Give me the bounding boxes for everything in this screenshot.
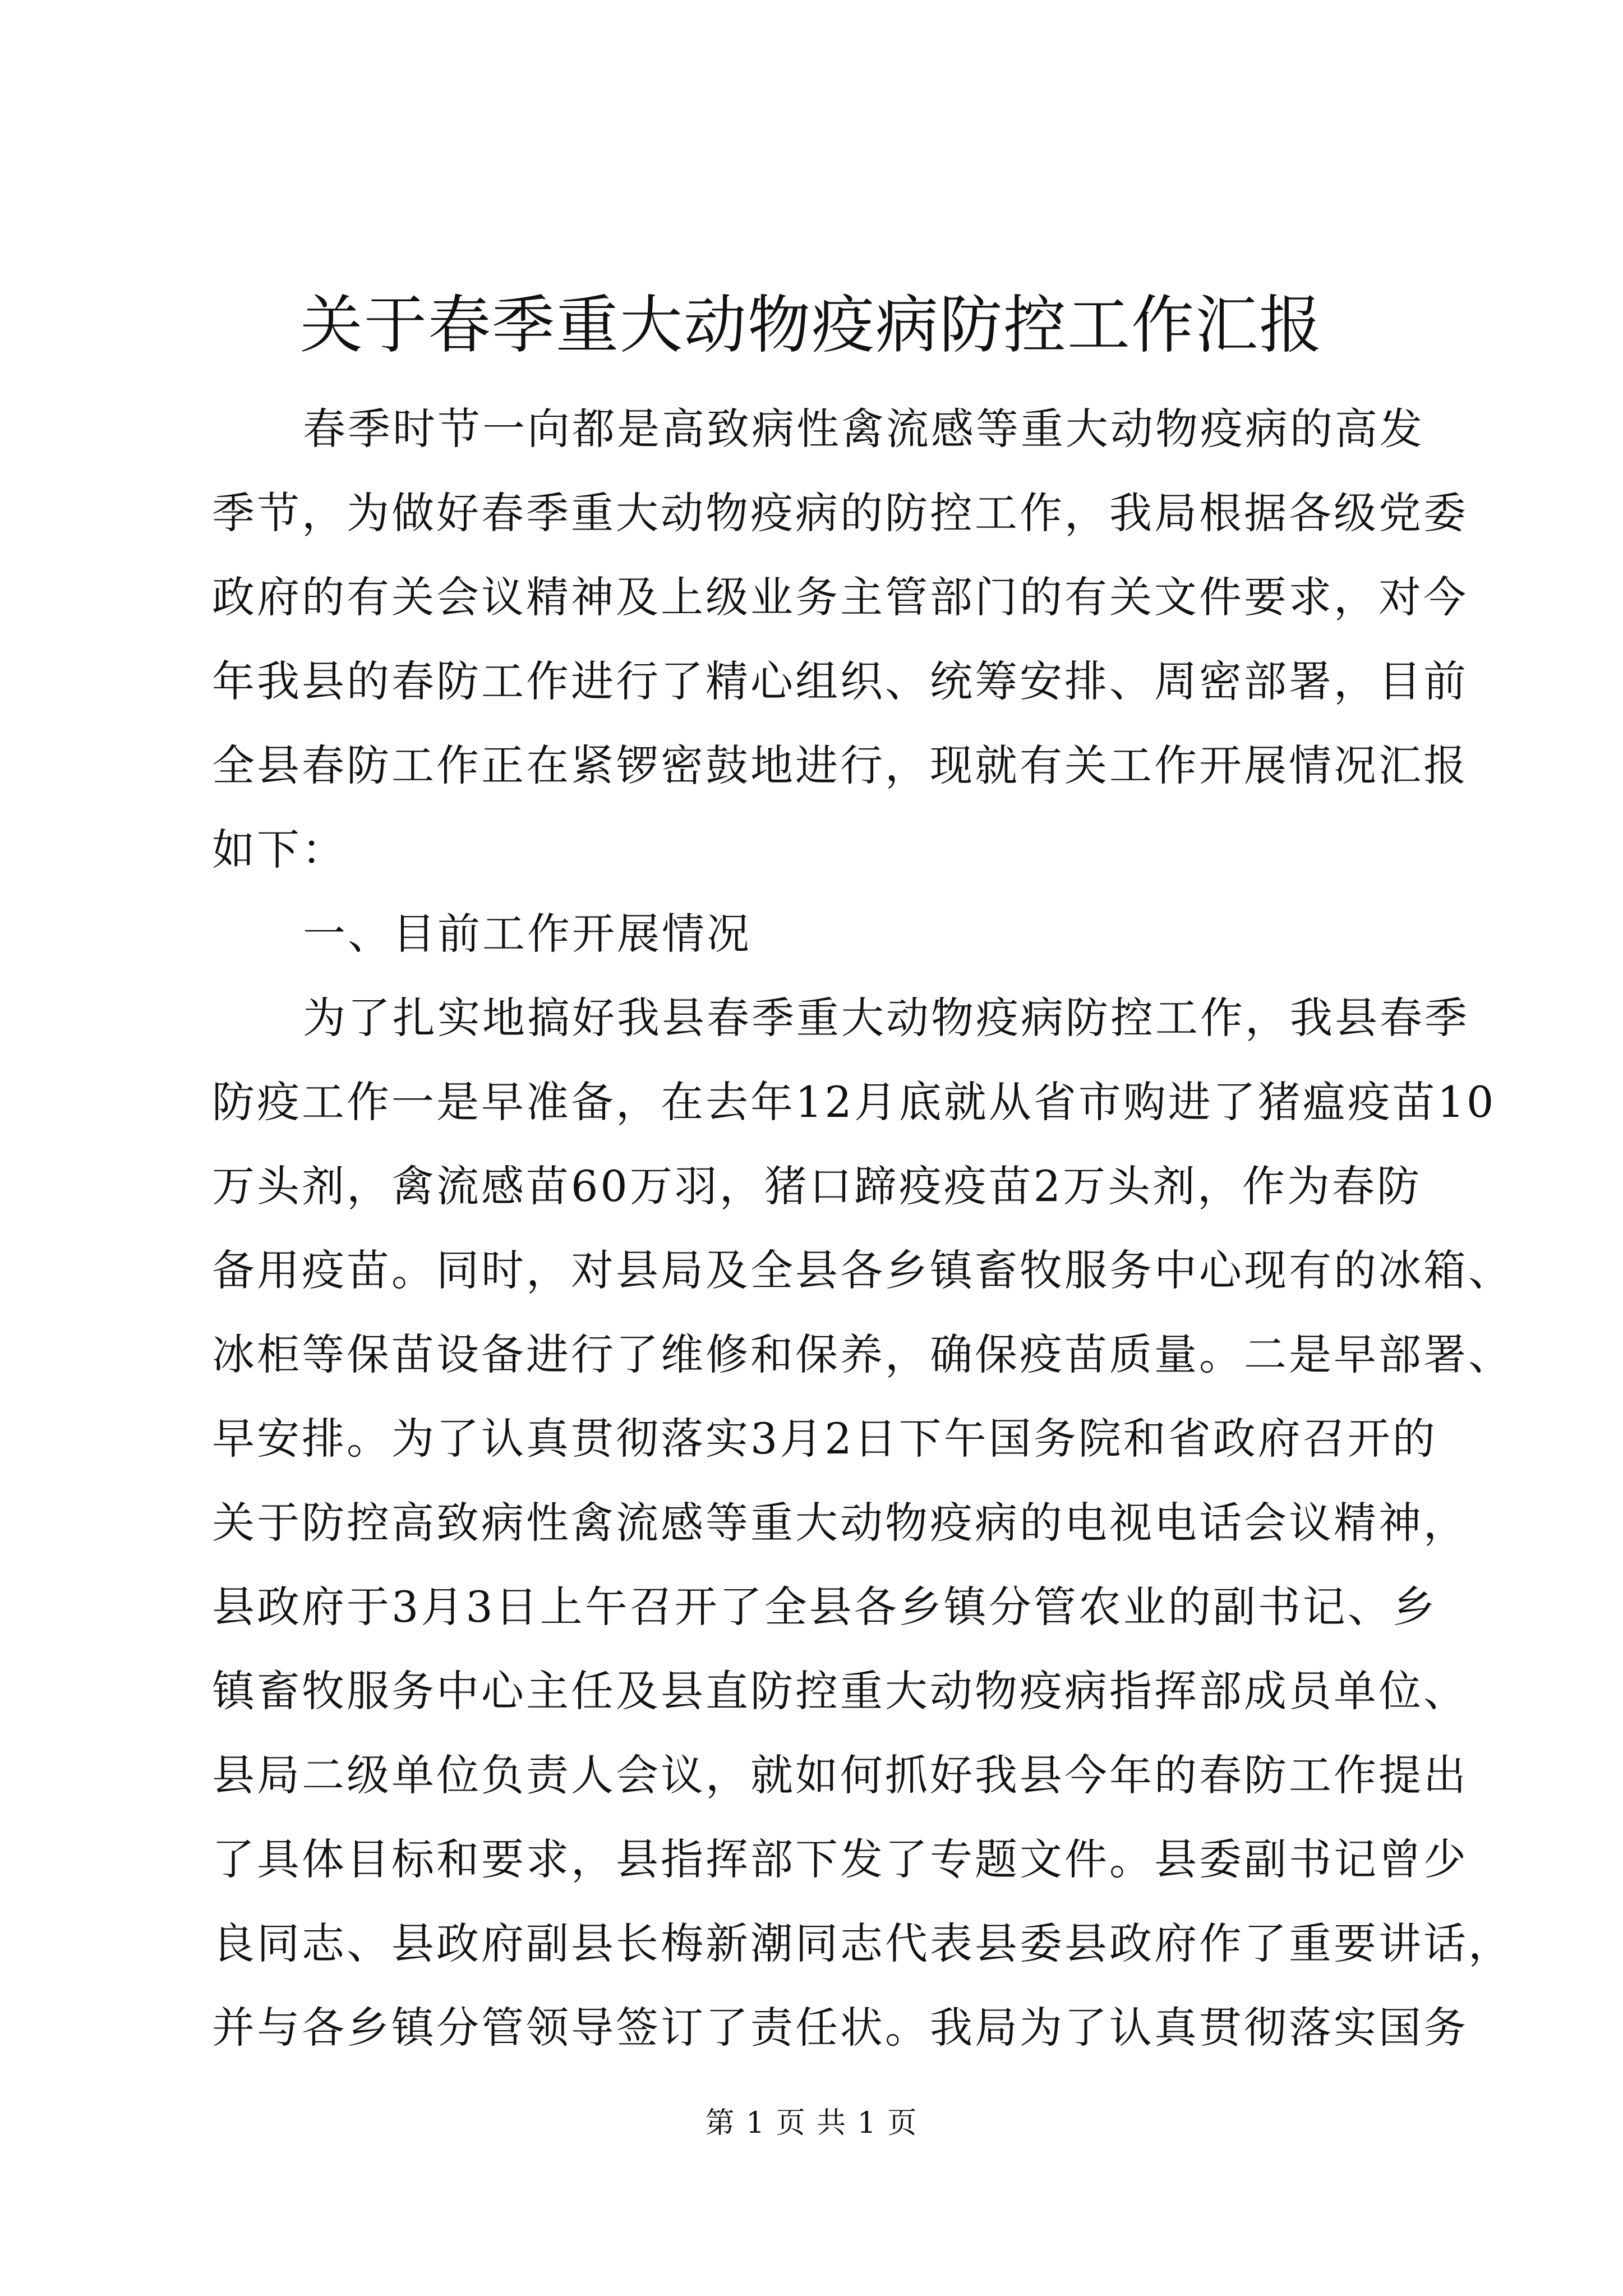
paragraph-line: 年我县的春防工作进行了精心组织、统筹安排、周密部署，目前 [212, 656, 1468, 706]
document-title: 关于春季重大动物疫病防控工作汇报 [300, 289, 1323, 362]
paragraph-line: 春季时节一向都是高致病性禽流感等重大动物疫病的高发 [303, 404, 1424, 454]
paragraph-line: 为了扎实地搞好我县春季重大动物疫病防控工作，我县春季 [303, 993, 1469, 1043]
section-heading: 一、目前工作开展情况 [303, 909, 751, 959]
paragraph-line: 早安排。为了认真贯彻落实3月2日下午国务院和省政府召开的 [212, 1414, 1437, 1464]
paragraph-line: 防疫工作一是早准备，在去年12月底就从省市购进了猪瘟疫苗10 [212, 1077, 1496, 1127]
paragraph-line: 关于防控高致病性禽流感等重大动物疫病的电视电话会议精神， [212, 1498, 1468, 1548]
paragraph-line: 备用疫苗。同时，对县局及全县各乡镇畜牧服务中心现有的冰箱、 [212, 1245, 1513, 1295]
paragraph-line: 良同志、县政府副县长梅新潮同志代表县委县政府作了重要讲话， [212, 1918, 1513, 1968]
paragraph-line: 政府的有关会议精神及上级业务主管部门的有关文件要求，对今 [212, 572, 1468, 622]
paragraph-line: 全县春防工作正在紧锣密鼓地进行，现就有关工作开展情况汇报 [212, 740, 1468, 790]
paragraph-line: 镇畜牧服务中心主任及县直防控重大动物疫病指挥部成员单位、 [212, 1666, 1468, 1716]
paragraph-line: 县局二级单位负责人会议，就如何抓好我县今年的春防工作提出 [212, 1750, 1468, 1800]
paragraph-line: 县政府于3月3日上午召开了全县各乡镇分管农业的副书记、乡 [212, 1582, 1437, 1632]
paragraph-line: 季节，为做好春季重大动物疫病的防控工作，我局根据各级党委 [212, 488, 1468, 538]
paragraph-line: 了具体目标和要求，县指挥部下发了专题文件。县委副书记曾少 [212, 1834, 1468, 1884]
paragraph-line: 并与各乡镇分管领导签订了责任状。我局为了认真贯彻落实国务 [212, 2003, 1468, 2053]
page-number-footer: 第 1 页 共 1 页 [705, 2106, 918, 2140]
paragraph-line: 冰柜等保苗设备进行了维修和保养，确保疫苗质量。二是早部署、 [212, 1329, 1513, 1379]
paragraph-line: 万头剂，禽流感苗60万羽，猪口蹄疫疫苗2万头剂，作为春防 [212, 1161, 1422, 1211]
paragraph-line: 如下： [212, 825, 347, 875]
